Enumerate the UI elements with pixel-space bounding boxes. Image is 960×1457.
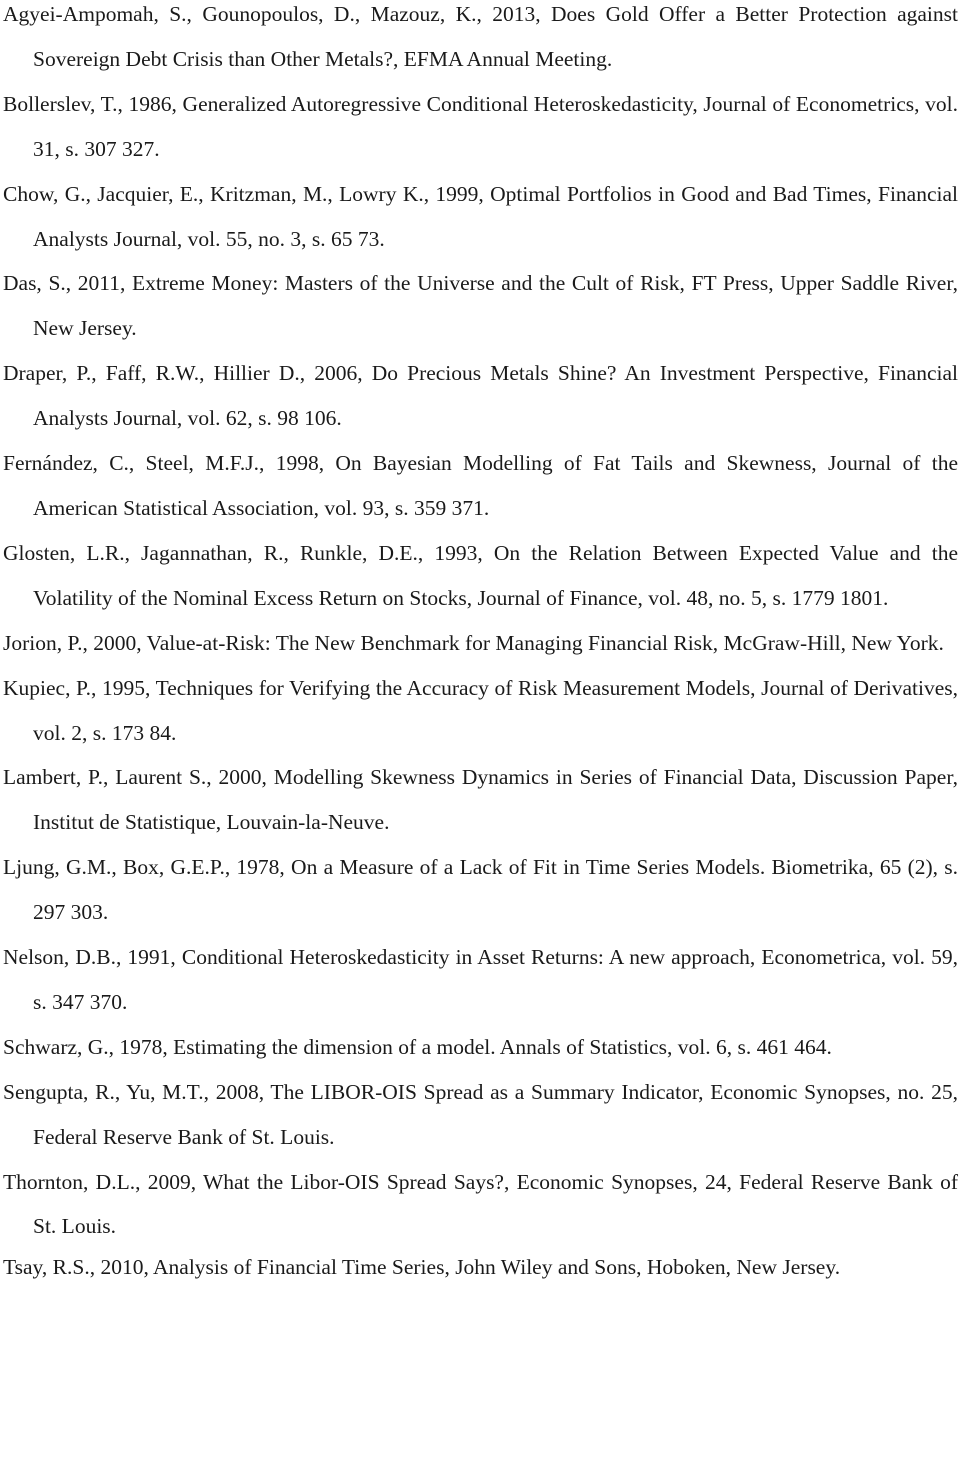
reference-ljung-1978: Ljung, G.M., Box, G.E.P., 1978, On a Measure of a Lack of Fit in Time Series Models. Biometrika, 65 (2), s. 297 303. [3,855,958,925]
reference-kupiec-1995: Kupiec, P., 1995, Techniques for Verifying the Accuracy of Risk Measurement Models, Journal of Derivatives, vol. 2, s. 173 84. [3,675,958,745]
reference-list [3,0,958,1285]
reference-das-2011: Das, S., 2011, Extreme Money: Masters of the Universe and the Cult of Risk, FT Press, Upper Saddle River, New Jersey. [3,271,958,341]
reference-schwarz-1978: Schwarz, G., 1978, Estimating the dimension of a model. Annals of Statistics, vol. 6, s. 461 464. [3,1034,832,1059]
reference-thornton-2009: Thornton, D.L., 2009, What the Libor-OIS Spread Says?, Economic Synopses, 24, Federal Reserve Bank of St. Louis. [3,1169,958,1239]
reference-fernandez-1998: Fernández, C., Steel, M.F.J., 1998, On Bayesian Modelling of Fat Tails and Skewness, Journal of the American Statistical Association, vol. 93, s. 359 371. [3,451,958,520]
reference-jorion-2000: Jorion, P., 2000, Value-at-Risk: The New Benchmark for Managing Financial Risk, McGraw-Hill, New York. [3,630,944,655]
reference-sengupta-2008: Sengupta, R., Yu, M.T., 2008, The LIBOR-OIS Spread as a Summary Indicator, Economic Synopses, no. 25, Federal Reserve Bank of St. Louis. [3,1079,958,1149]
reference-bollerslev-1986: Bollerslev, T., 1986, Generalized Autoregressive Conditional Heteroskedasticity, Journal of Econometrics, vol. 31, s. 307 327. [3,91,958,161]
reference-glosten-1993: Glosten, L.R., Jagannathan, R., Runkle, D.E., 1993, On the Relation Between Expected Value and the Volatility of the Nominal Excess Return on Stocks, Journal of Finance, vol. 48, no. 5, s. 1779 1801. [3,540,958,610]
reference-lambert-2000: Lambert, P., Laurent S., 2000, Modelling Skewness Dynamics in Series of Financial Data, Discussion Paper, Institut de Statistique, Louvain-la-Neuve. [3,765,958,835]
reference-nelson-1991: Nelson, D.B., 1991, Conditional Heteroskedasticity in Asset Returns: A new approach, Econometrica, vol. 59, s. 347 370. [3,945,958,1014]
reference-tsay-2010: Tsay, R.S., 2010, Analysis of Financial Time Series, John Wiley and Sons, Hoboken, New Jersey. [3,1255,841,1280]
reference-chow-1999: Chow, G., Jacquier, E., Kritzman, M., Lowry K., 1999, Optimal Portfolios in Good and Bad Times, Financial Analysts Journal, vol. 55, no. 3, s. 65 73. [3,181,958,251]
reference-agyei-ampomah-2013: Agyei-Ampomah, S., Gounopoulos, D., Mazouz, K., 2013, Does Gold Offer a Better Protection against Sovereign Debt Crisis than Other Metals?, EFMA Annual Meeting. [3,2,958,71]
reference-draper-2006: Draper, P., Faff, R.W., Hillier D., 2006, Do Precious Metals Shine? An Investment Perspective, Financial Analysts Journal, vol. 62, s. 98 106. [3,361,958,431]
